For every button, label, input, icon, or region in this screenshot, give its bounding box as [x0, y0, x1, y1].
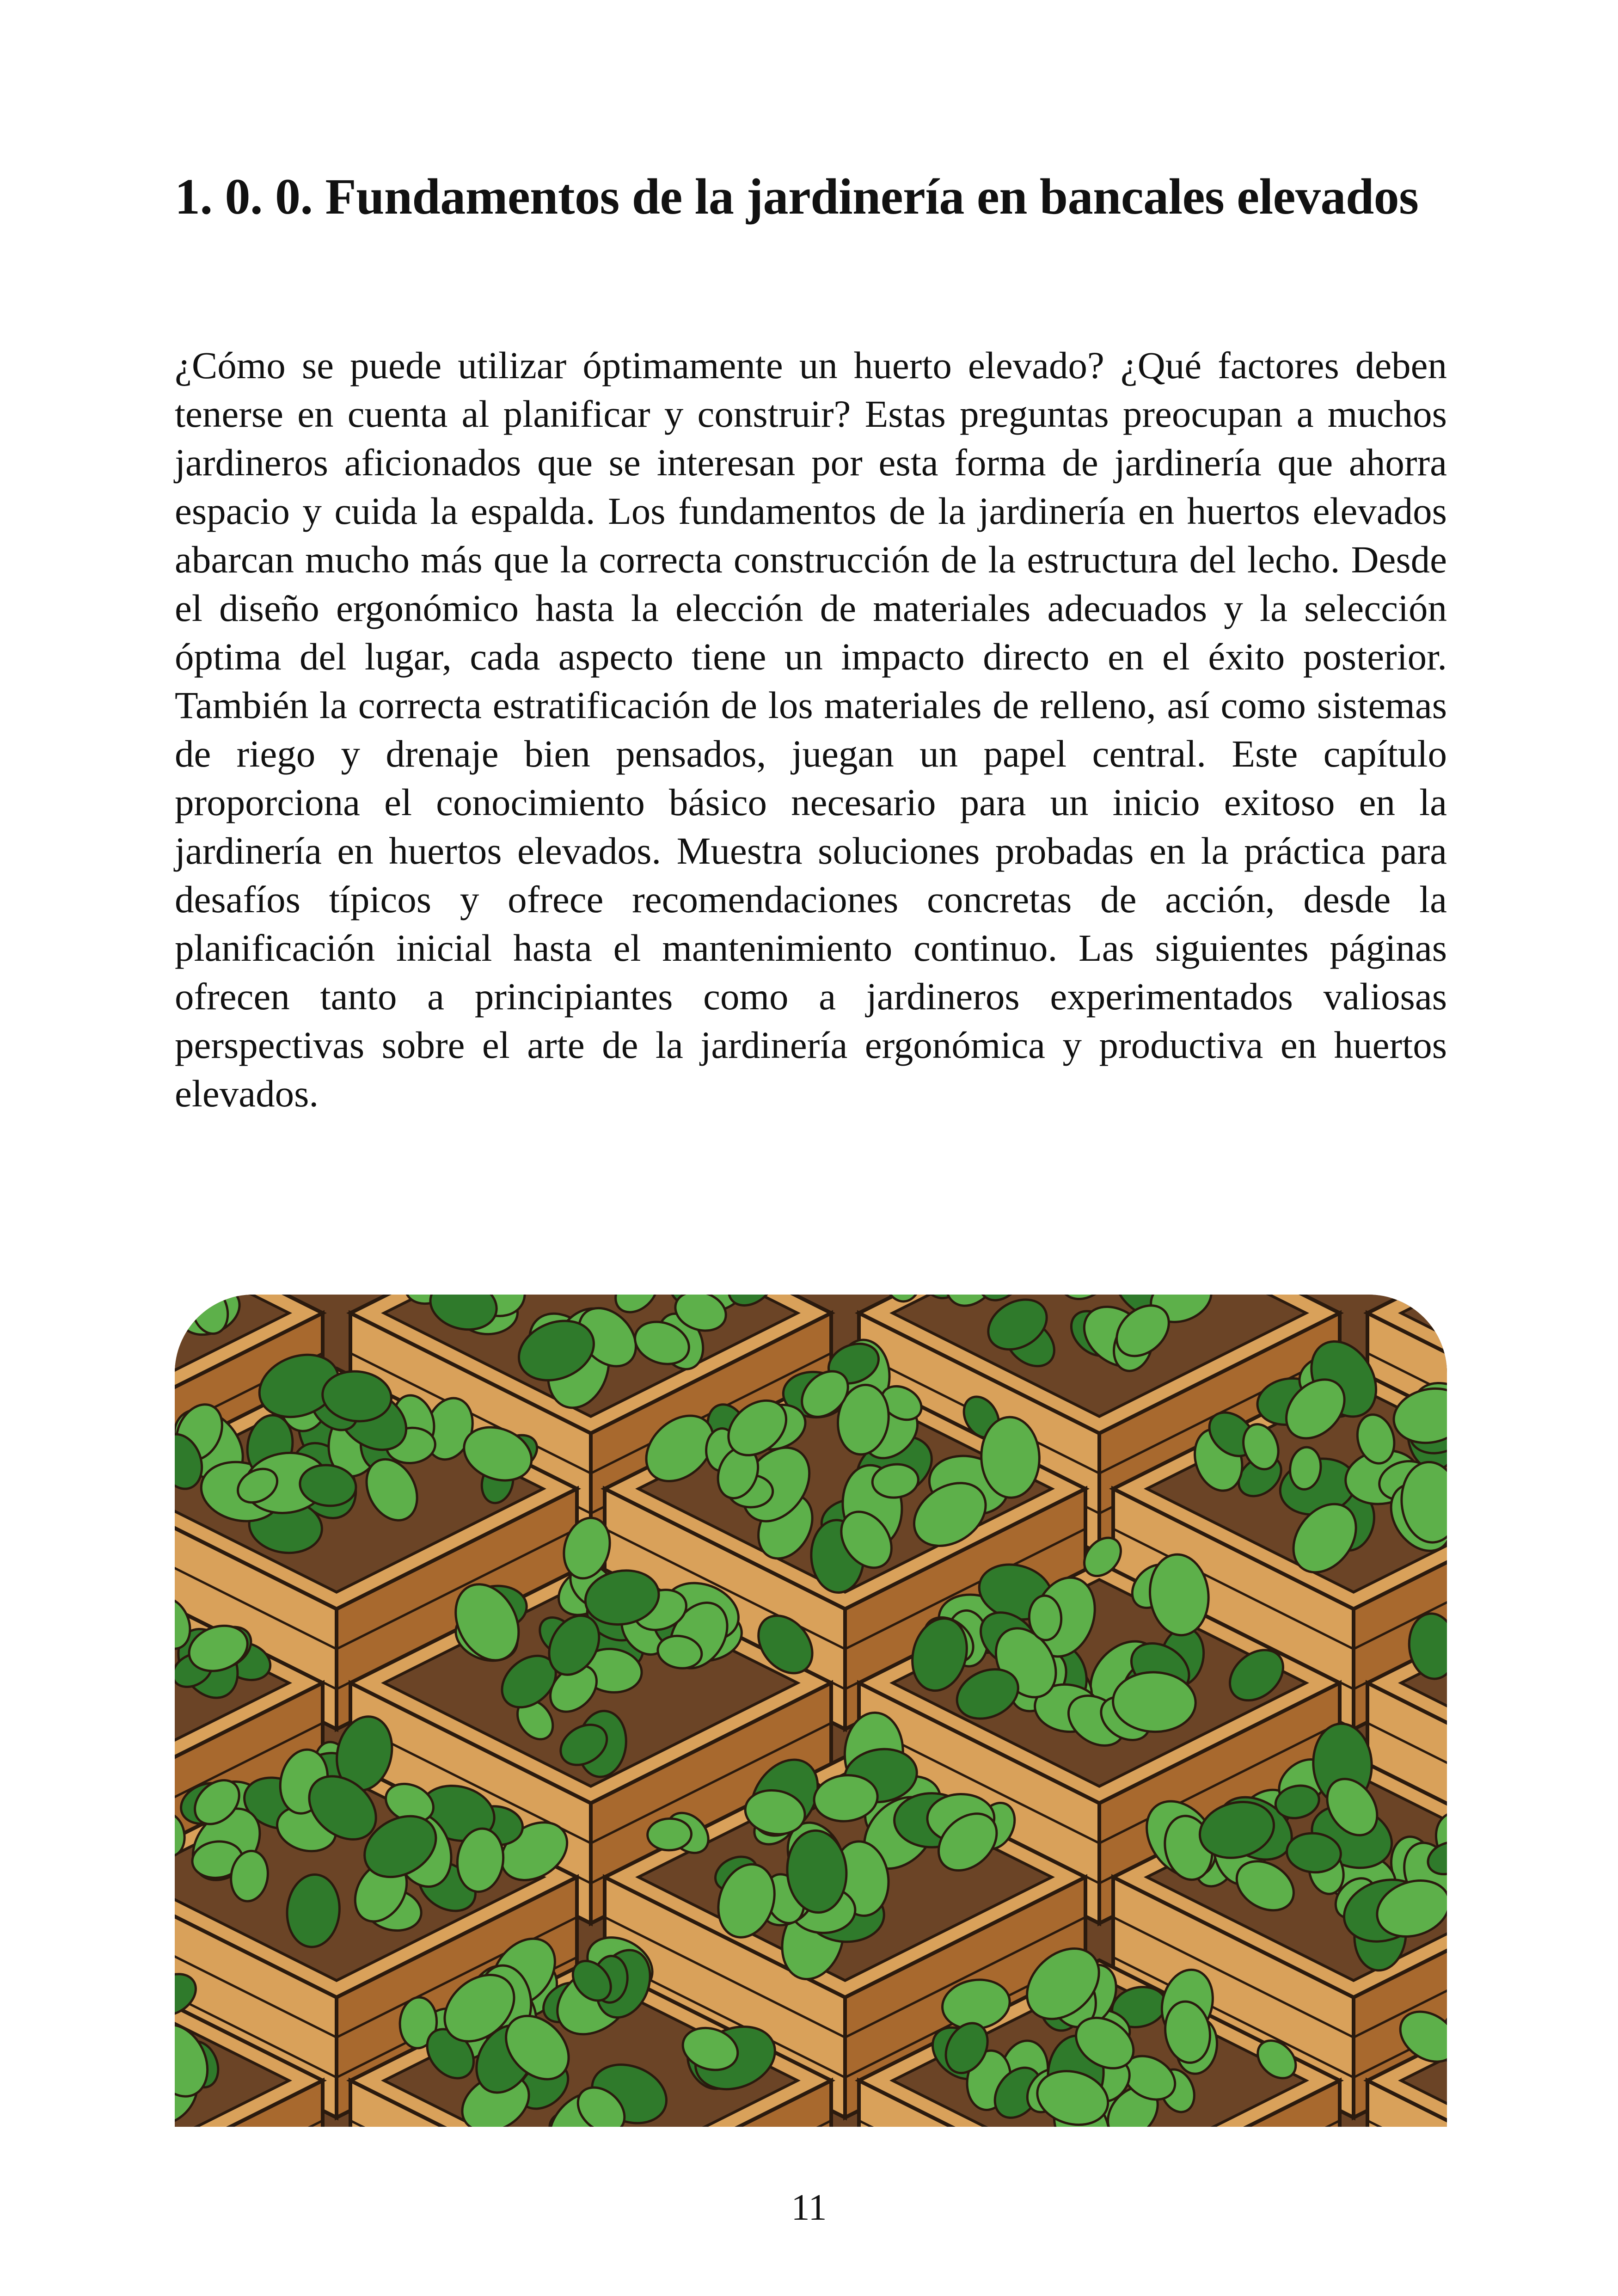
- page-number: 11: [791, 2187, 827, 2228]
- section-heading: 1. 0. 0. Fundamentos de la jardinería en bancales elevados: [175, 168, 1419, 225]
- plant-leaf: [647, 1818, 692, 1851]
- raised-beds-drawing: [175, 1295, 1447, 2127]
- body-paragraph: ¿Cómo se puede utilizar óptimamente un huerto elevado? ¿Qué factores deben tenerse en cuenta al planificar y construir? Estas preguntas preocupan a muchos jardineros aficionados que se interesan por esta forma de jardinería que ahorra espacio y cuida la espalda. Los fundamentos de la jardinería en huertos elevados abarcan mucho más que la correcta construcción de la estructura del lecho. Desde el diseño ergonómico hasta la elección de materiales adecuados y la selección óptima del lugar, cada aspecto tiene un impacto directo en el éxito posterior. También la correcta estratificación de los materiales de relleno, así como sistemas de riego y drenaje bien pensados, juegan un papel central. Este capítulo proporciona el conocimiento básico necesario para un inicio exitoso en la jardinería en huertos elevados. Muestra soluciones probadas en la práctica para desafíos típicos y ofrece recomendaciones concretas de acción, desde la planificación inicial hasta el mantenimiento continuo. Las siguientes páginas ofrecen tanto a principiantes como a jardineros experimentados valiosas perspectivas sobre el arte de la jardinería ergonómica y productiva en huertos elevados.: [175, 344, 1447, 1115]
- plant-leaf: [1028, 1595, 1062, 1641]
- raised-beds-illustration: [175, 1295, 1447, 2127]
